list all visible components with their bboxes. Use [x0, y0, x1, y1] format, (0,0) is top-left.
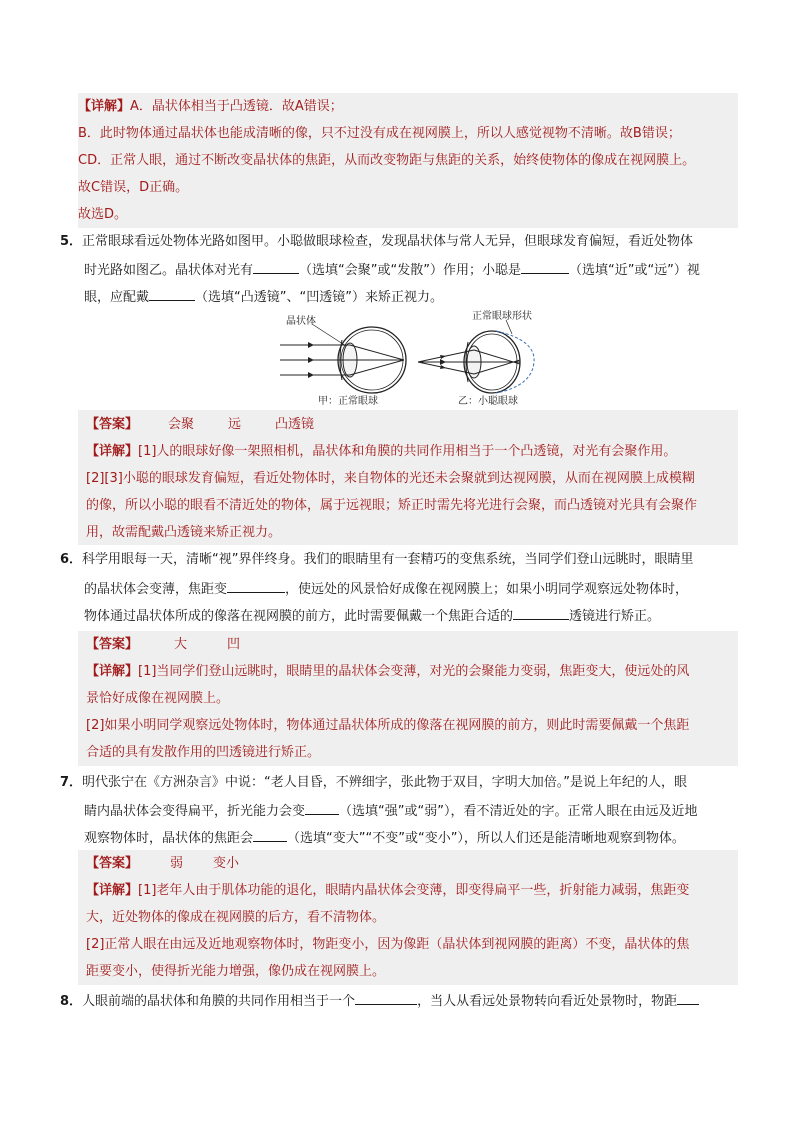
q5-detail-line-3: 的像，所以小聪的眼看不清近处的物体，属于远视眼；矫正时需先将光进行会聚，而凸透镜对光具有会聚作	[86, 498, 698, 513]
q7-number: 7．	[60, 775, 83, 790]
q6-detail-line-1: 【详解】[1]当同学们登山远眺时，眼睛里的晶状体会变薄，对光的会聚能力变弱，焦距变大，使远处的风	[86, 664, 690, 679]
q7-stem-line-3: 观察物体时，晶状体的焦距会 （选填“变大”“不变”或“变小”），所以人们还是能清晰地观察到物体。	[84, 827, 685, 849]
q5-detail-line-4: 用，故需配戴凸透镜来矫正视力。	[86, 525, 282, 540]
q6-stem-line-3: 物体通过晶状体所成的像落在视网膜的前方，此时需要佩戴一个焦距合适的 透镜进行矫正。	[84, 605, 660, 627]
q4-detail-line-2: B．此时物体通过晶状体也能成清晰的像，只不过没有成在视网膜上，所以人感觉视物不清晰。故B错误；	[78, 126, 681, 141]
q8-stem-line-1: 8．人眼前端的晶状体和角膜的共同作用相当于一个 ，当人从看远处景物转向看近处景物时，物距	[60, 990, 699, 1012]
q7-stem-line-2: 睛内晶状体会变得扁平，折光能力会变 （选填“强”或“弱”），看不清近处的字。正常人眼在由远及近地	[84, 800, 697, 822]
q6-stem-line-2: 的晶状体会变薄，焦距变 ，使远处的风景恰好成像在视网膜上；如果小明同学观察远处物体时，	[84, 578, 688, 600]
q6-answer-line	[86, 635, 240, 655]
q8-number: 8．	[60, 994, 83, 1009]
caption-eye-b: 乙：小聪眼球	[458, 396, 518, 407]
q6-answer-label: 【答案】	[86, 637, 139, 652]
q7-stem-line-1: 7．明代张宁在《方洲杂言》中说：“老人目昏，不辨细字，张此物于双目，字明大加倍。”是说上年纪的人，眼	[60, 775, 688, 790]
q5-answer-2: 远	[228, 417, 242, 432]
q6-number: 6．	[60, 552, 83, 567]
q5-number: 5．	[60, 234, 83, 249]
q5-blank-2[interactable]	[521, 259, 569, 274]
q7-answer-1: 弱	[170, 856, 184, 871]
caption-eye-a: 甲：正常眼球	[318, 396, 378, 407]
q6-stem-line-1: 6．科学用眼每一天，清晰“视”界伴终身。我们的眼睛里有一套精巧的变焦系统，当同学们登山远眺时，眼睛里	[60, 552, 694, 567]
q5-stem-line-1: 5．正常眼球看远处物体光路如图甲。小聪做眼球检查，发现晶状体与常人无异，但眼球发育偏短，看近处物体	[60, 234, 694, 249]
q5-detail-line-2: [2][3]小聪的眼球发育偏短，看近处物体时，来自物体的光还未会聚就到达视网膜，从而在视网膜上成模糊	[86, 471, 695, 486]
q7-detail-label: 【详解】	[86, 883, 139, 898]
q4-detail-line-5: 故选D。	[78, 207, 128, 222]
q6-answer-1: 大	[174, 637, 188, 652]
q5-stem-line-2: 时光路如图乙。晶状体对光有 （选填“会聚”或“发散”）作用；小聪是 （选填“近”或“远”）视	[84, 259, 700, 281]
q5-blank-1[interactable]	[253, 259, 299, 274]
q7-blank-2[interactable]	[253, 827, 287, 842]
q6-blank-2[interactable]	[513, 605, 569, 620]
q6-detail-line-3: [2]如果小明同学观察远处物体时，物体通过晶状体所成的像落在视网膜的前方，则此时需要佩戴一个焦距	[86, 718, 690, 733]
q4-detail-line-1: 【详解】A．晶状体相当于凸透镜．故A错误；	[78, 99, 343, 114]
q6-detail-line-2: 景恰好成像在视网膜上。	[86, 691, 230, 706]
q7-blank-1[interactable]	[305, 800, 339, 815]
eye-diagram-figure	[260, 310, 550, 410]
q7-answer-label: 【答案】	[86, 856, 139, 871]
q7-answer-line	[86, 854, 239, 874]
q6-detail-label: 【详解】	[86, 664, 139, 679]
q4-detail-label: 【详解】	[78, 99, 131, 114]
q8-blank-2[interactable]	[677, 990, 699, 1005]
label-normal-shape: 正常眼球形状	[472, 311, 532, 322]
q5-answer-3: 凸透镜	[275, 417, 315, 432]
q8-blank-1[interactable]	[355, 990, 417, 1005]
q7-detail-line-1: 【详解】[1]老年人由于肌体功能的退化，眼睛内晶状体会变薄，即变得扁平一些，折射能力减弱，焦距变	[86, 883, 690, 898]
q5-answer-label: 【答案】	[86, 417, 139, 432]
q6-blank-1[interactable]	[227, 578, 285, 593]
q5-answer-1: 会聚	[168, 417, 195, 432]
q5-detail-line-1: 【详解】[1]人的眼球好像一架照相机，晶状体和角膜的共同作用相当于一个凸透镜，对光有会聚作用。	[86, 444, 677, 459]
q4-detail-line-4: 故C错误，D正确。	[78, 180, 189, 195]
q4-detail-line-3: CD．正常人眼，通过不断改变晶状体的焦距，从而改变物距与焦距的关系，始终使物体的像成在视网膜上。	[78, 153, 696, 168]
q7-detail-line-2: 大，近处物体的像成在视网膜的后方，看不清物体。	[86, 910, 386, 925]
label-lens: 晶状体	[286, 316, 316, 327]
q5-answer-line	[86, 415, 314, 435]
eye-a-normal	[280, 314, 406, 407]
q6-detail-line-4: 合适的具有发散作用的凹透镜进行矫正。	[86, 745, 321, 760]
q7-answer-2: 变小	[213, 856, 240, 871]
q6-answer-2: 凹	[227, 637, 241, 652]
q7-detail-line-3: [2]正常人眼在由远及近地观察物体时，物距变小，因为像距（晶状体到视网膜的距离）不变，晶状体的焦	[86, 937, 690, 952]
q5-blank-3[interactable]	[149, 286, 195, 301]
q5-stem-line-3: 眼，应配戴 （选填“凸透镜”、“凹透镜”）来矫正视力。	[84, 286, 443, 308]
eye-b-short	[418, 310, 534, 407]
q5-detail-label: 【详解】	[86, 444, 139, 459]
q7-detail-line-4: 距要变小，使得折光能力增强，像仍成在视网膜上。	[86, 964, 386, 979]
